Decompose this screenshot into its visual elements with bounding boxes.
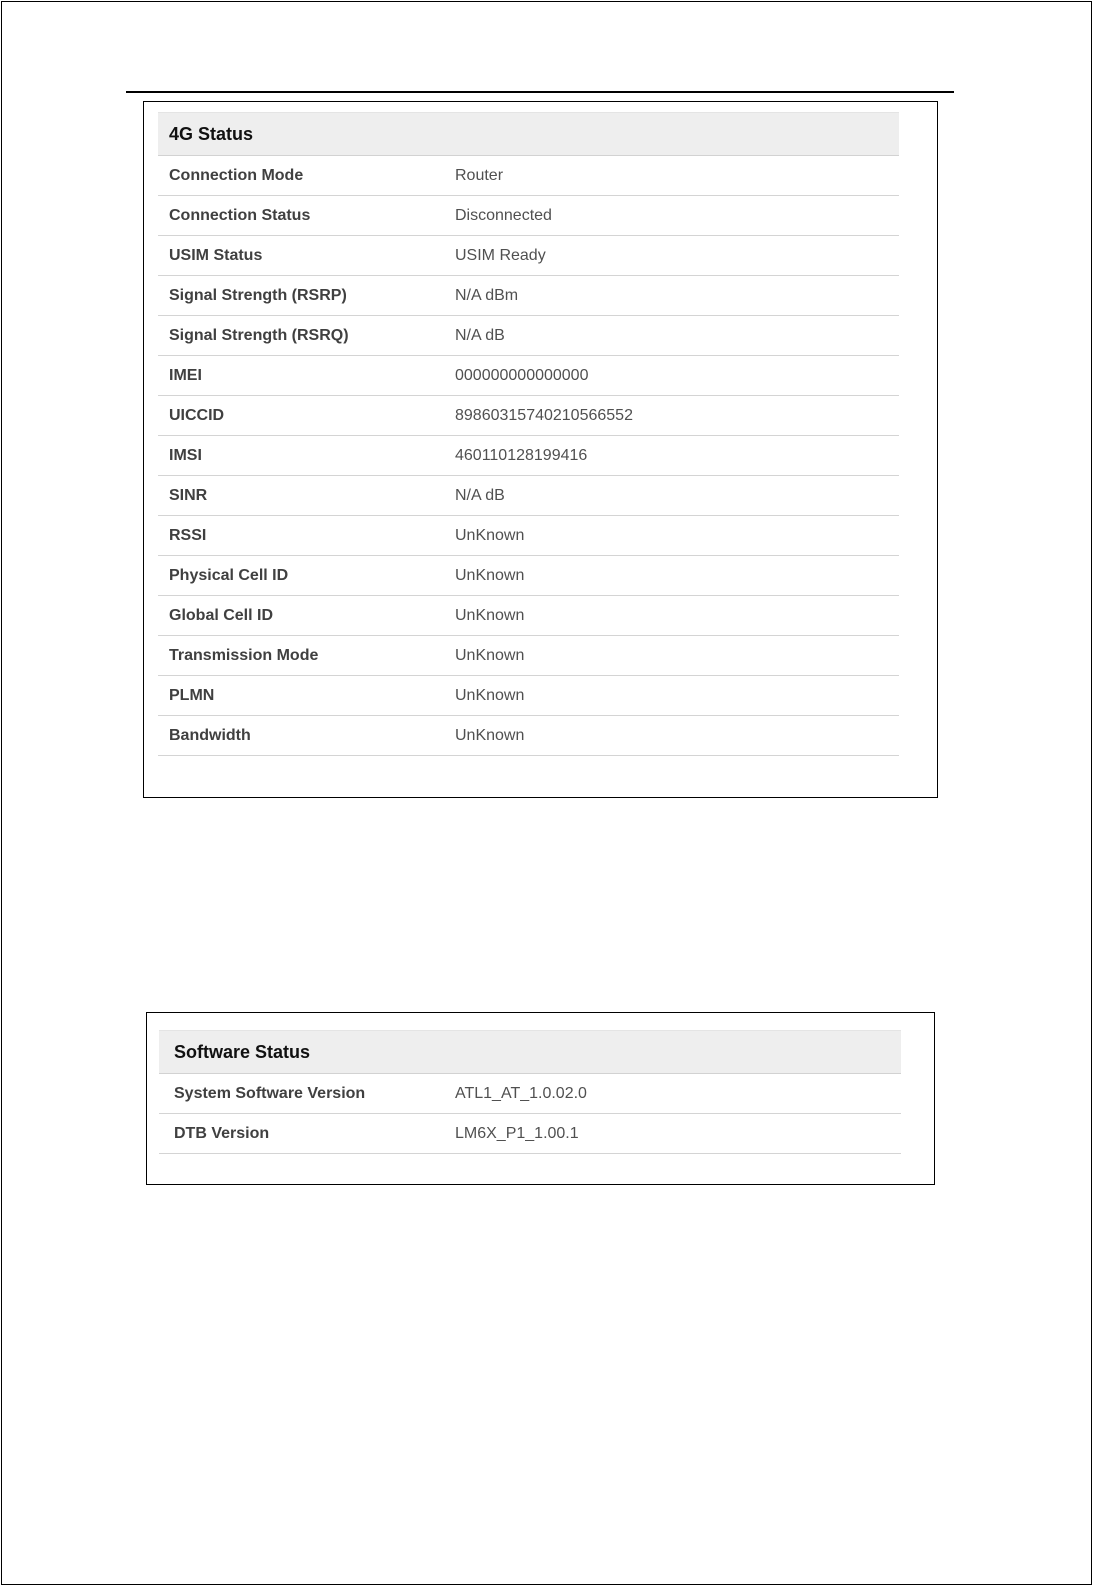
table-row — [159, 1114, 901, 1154]
row-label: Connection Status — [169, 206, 311, 224]
row-label: Global Cell ID — [169, 606, 274, 624]
row-label: Connection Mode — [169, 166, 304, 184]
row-label: IMSI — [169, 446, 202, 464]
row-value: UnKnown — [455, 726, 525, 744]
table-row — [159, 1074, 901, 1114]
table-row — [158, 716, 899, 756]
table-row — [158, 516, 899, 556]
row-value: N/A dBm — [455, 286, 519, 304]
table-row — [158, 356, 899, 396]
software-status-panel — [146, 1012, 935, 1185]
table-row — [158, 556, 899, 596]
header-rule — [126, 91, 954, 93]
status-4g-panel — [143, 101, 938, 798]
table-row — [158, 596, 899, 636]
row-label: UICCID — [169, 406, 225, 424]
row-label: Bandwidth — [169, 726, 251, 744]
row-label: Physical Cell ID — [169, 566, 289, 584]
table-row — [158, 396, 899, 436]
row-label: Signal Strength (RSRQ) — [169, 326, 349, 344]
row-value: 89860315740210566552 — [455, 406, 633, 424]
row-value: Disconnected — [455, 206, 552, 224]
row-label: SINR — [169, 486, 208, 504]
row-label: DTB Version — [174, 1124, 270, 1142]
table-row — [158, 316, 899, 356]
table-row — [158, 156, 899, 196]
table-row — [158, 476, 899, 516]
table-row — [158, 436, 899, 476]
table-row — [158, 676, 899, 716]
row-label: System Software Version — [174, 1084, 366, 1102]
row-value: UnKnown — [455, 526, 525, 544]
row-value: LM6X_P1_1.00.1 — [455, 1124, 579, 1142]
row-label: RSSI — [169, 526, 207, 544]
row-label: IMEI — [169, 366, 202, 384]
row-label: Signal Strength (RSRP) — [169, 286, 347, 304]
row-value: ATL1_AT_1.0.02.0 — [455, 1084, 587, 1102]
table-row — [158, 276, 899, 316]
row-value: Router — [455, 166, 504, 184]
row-value: UnKnown — [455, 606, 525, 624]
row-value: 460110128199416 — [455, 446, 588, 464]
table-row — [158, 196, 899, 236]
status-4g-table — [158, 112, 899, 756]
row-value: UnKnown — [455, 686, 525, 704]
row-value: N/A dB — [455, 486, 505, 504]
row-value: UnKnown — [455, 646, 525, 664]
row-label: Transmission Mode — [169, 646, 319, 664]
software-status-table — [159, 1030, 901, 1154]
row-value: USIM Ready — [455, 246, 546, 264]
table-row — [158, 636, 899, 676]
software-status-title: Software Status — [159, 1030, 901, 1074]
row-value: N/A dB — [455, 326, 505, 344]
row-value: 000000000000000 — [455, 366, 589, 384]
status-4g-title: 4G Status — [158, 112, 899, 156]
row-label: PLMN — [169, 686, 215, 704]
row-label: USIM Status — [169, 246, 263, 264]
table-row — [158, 236, 899, 276]
row-value: UnKnown — [455, 566, 525, 584]
